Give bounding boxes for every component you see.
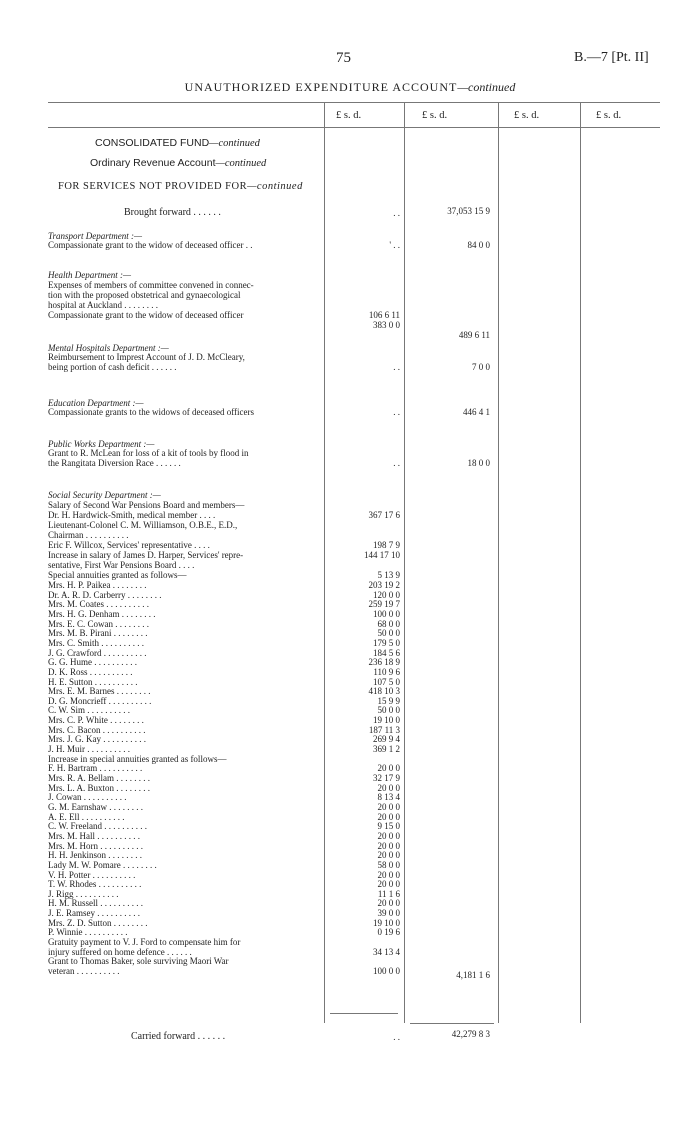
ledger-item-amount: 20 0 0 <box>377 801 400 812</box>
department-total: 18 0 0 <box>467 458 490 468</box>
ledger-item-amount: 19 10 0 <box>373 715 400 726</box>
ledger-item-amount: 236 18 9 <box>368 657 400 668</box>
page-number: 75 <box>336 50 351 66</box>
ledger-item-amount: 106 6 11 <box>368 310 400 320</box>
ledger-item-text: Compassionate grants to the widows of deceased officers <box>48 407 255 417</box>
ledger-item-text: Chairman . . . . . . . . . . <box>48 530 129 540</box>
ledger-item-amount: 50 0 0 <box>377 628 400 639</box>
ledger-item-text: Mrs. J. G. Kay . . . . . . . . . . <box>48 734 146 745</box>
department-heading: Social Security Department :— <box>48 490 161 500</box>
ledger-item-amount: 269 9 4 <box>373 734 400 745</box>
ledger-item-text: Dr. H. Hardwick-Smith, medical member . . . . <box>48 510 216 520</box>
ledger-item-amount: 11 1 6 <box>377 888 400 899</box>
carried-forward-total: 42,279 8 3 <box>451 1029 490 1039</box>
ledger-item-text: Grant to R. McLean for loss of a kit of tools by flood in <box>48 448 249 458</box>
ledger-item-amount: 198 7 9 <box>373 540 400 550</box>
ledger-item-text: F. H. Bartram . . . . . . . . . . <box>48 763 143 774</box>
ledger-item-text: Dr. A. R. D. Carberry . . . . . . . . <box>48 589 162 600</box>
ledger-item-amount: 5 13 9 <box>377 570 400 580</box>
ledger-item-amount: 259 19 7 <box>368 599 400 610</box>
ledger-item-text: Mrs. E. C. Cowan . . . . . . . . <box>48 618 149 629</box>
ledger-item-amount: 20 0 0 <box>377 850 400 861</box>
ledger-item-text: veteran . . . . . . . . . . <box>48 966 120 976</box>
ledger-item-text: Mrs. M. B. Pirani . . . . . . . . <box>48 628 148 639</box>
column-header: £ s. d. <box>514 110 540 121</box>
department-heading: Education Department :— <box>48 398 144 408</box>
ledger-item-text: Special annuities granted as follows— <box>48 570 187 580</box>
ledger-item-text: Mrs. C. P. White . . . . . . . . <box>48 715 144 726</box>
ledger-item-text: Increase in salary of James D. Harper, Services' repre- <box>48 550 244 560</box>
ledger-item-amount: 184 5 6 <box>373 647 400 658</box>
page-title: UNAUTHORIZED EXPENDITURE ACCOUNT—continued <box>184 80 516 94</box>
ledger-item-amount: 20 0 0 <box>377 782 400 793</box>
ledger-item-amount: 120 0 0 <box>373 589 400 600</box>
ledger-item-text: J. Cowan . . . . . . . . . . <box>48 792 127 803</box>
ledger-item-amount: 20 0 0 <box>377 879 400 890</box>
department-heading: Public Works Department :— <box>48 439 155 449</box>
column-header: £ s. d. <box>336 110 362 121</box>
ledger-item-text: Grant to Thomas Baker, sole surviving Maori War <box>48 956 229 967</box>
department-total: 84 0 0 <box>467 240 490 250</box>
account-heading: Ordinary Revenue Account—continued <box>90 157 267 169</box>
top-rule <box>48 102 660 103</box>
ledger-item-text: tion with the proposed obstetrical and gynaecological <box>48 290 241 300</box>
subtotal-rule <box>330 1013 398 1014</box>
header-rule <box>48 127 660 128</box>
ledger-item-amount: 58 0 0 <box>377 859 400 870</box>
ledger-item-text: C. W. Sim . . . . . . . . . . <box>48 705 131 716</box>
ledger-item-text: Lieutenant-Colonel C. M. Williamson, O.B.E., E.D., <box>48 520 238 530</box>
ledger-item-text: Salary of Second War Pensions Board and members— <box>48 500 245 510</box>
ledger-item-amount: 107 5 0 <box>373 676 400 687</box>
ledger-item-text: Mrs. H. G. Denham . . . . . . . . <box>48 608 156 619</box>
ledger-item-amount: 34 13 4 <box>373 946 400 957</box>
ledger-item-text: H. H. Jenkinson . . . . . . . . <box>48 850 142 861</box>
ledger-item-text: injury suffered on home defence . . . . . . <box>48 946 192 957</box>
ledger-item-amount: 418 10 3 <box>368 686 400 697</box>
services-heading: FOR SERVICES NOT PROVIDED FOR—continued <box>58 181 303 192</box>
department-heading: Transport Department :— <box>48 231 143 241</box>
ledger-item-text: Mrs. E. M. Barnes . . . . . . . . <box>48 686 151 697</box>
ledger-item-text: Expenses of members of committee convened in connec- <box>48 280 254 290</box>
ledger-item-amount: 0 19 6 <box>377 927 400 938</box>
ledger-item-text: Compassionate grant to the widow of deceased officer . . <box>48 240 253 250</box>
ledger-item-text: T. W. Rhodes . . . . . . . . . . <box>48 879 142 890</box>
ledger-item-text: G. G. Hume . . . . . . . . . . <box>48 657 137 668</box>
brought-forward-label: Brought forward . . . . . . <box>124 207 221 218</box>
ledger-item-text: C. W. Freeland . . . . . . . . . . <box>48 821 147 832</box>
ledger-item-text: Mrs. M. Hall . . . . . . . . . . <box>48 830 140 841</box>
ledger-item-amount: 187 11 3 <box>368 724 400 735</box>
department-heading: Health Department :— <box>48 270 131 280</box>
ledger-item-amount: 20 0 0 <box>377 830 400 841</box>
ledger-item-text: Mrs. Z. D. Sutton . . . . . . . . <box>48 917 148 928</box>
brought-forward-total: 37,053 15 9 <box>447 206 490 216</box>
ledger-item-amount: 100 0 0 <box>373 966 400 976</box>
ledger-item-amount: 144 17 10 <box>364 550 400 560</box>
ledger-item-text: sentative, First War Pensions Board . . . . <box>48 560 195 570</box>
ledger-item-amount: 179 5 0 <box>373 637 400 648</box>
department-total: 489 6 11 <box>458 330 490 340</box>
ledger-item-text: Mrs. R. A. Bellam . . . . . . . . <box>48 773 151 783</box>
ledger-item-text: Gratuity payment to V. J. Ford to compensate him for <box>48 937 241 948</box>
department-heading: Mental Hospitals Department :— <box>48 343 169 353</box>
ledger-item-text: J. G. Crawford . . . . . . . . . . <box>48 647 147 658</box>
ledger-item-text: Mrs. M. Horn . . . . . . . . . . <box>48 840 144 851</box>
department-total: 7 0 0 <box>472 362 490 372</box>
ledger-item-text: P. Winnie . . . . . . . . . . <box>48 927 128 938</box>
ledger-item-text: Compassionate grant to the widow of deceased officer <box>48 310 244 320</box>
ledger-item-text: the Rangitata Diversion Race . . . . . . <box>48 458 181 468</box>
fund-heading: CONSOLIDATED FUND—continued <box>95 137 260 149</box>
column-divider <box>580 103 581 1023</box>
ledger-item-text: G. M. Earnshaw . . . . . . . . <box>48 801 143 812</box>
ledger-item-text: Lady M. W. Pomare . . . . . . . . <box>48 859 157 870</box>
ledger-item-text: Mrs. H. P. Paikea . . . . . . . . <box>48 580 147 590</box>
ledger-item-text: Mrs. C. Smith . . . . . . . . . . <box>48 637 145 648</box>
ledger-item-amount: 15 9 9 <box>377 695 400 706</box>
carried-forward-col1: . . <box>393 1032 400 1042</box>
department-total: 4,181 1 6 <box>456 970 490 980</box>
brought-forward-col1: . . <box>393 208 400 218</box>
ledger-item-amount: ' . . <box>389 240 400 250</box>
ledger-item-text: J. E. Ramsey . . . . . . . . . . <box>48 908 140 919</box>
ledger-item-text: Eric F. Willcox, Services' representative . . . . <box>48 540 210 550</box>
ledger-item-amount: . . <box>393 407 400 417</box>
ledger-item-amount: 383 0 0 <box>373 320 400 330</box>
ledger-item-amount: 20 0 0 <box>377 869 400 880</box>
ledger-item-text: Mrs. L. A. Buxton . . . . . . . . <box>48 782 151 793</box>
ledger-item-amount: . . <box>393 362 400 372</box>
ledger-item-text: H. E. Sutton . . . . . . . . . . <box>48 676 138 687</box>
ledger-item-amount: 100 0 0 <box>373 608 400 619</box>
ledger-item-amount: 9 15 0 <box>377 821 400 832</box>
ledger-item-text: Mrs. C. Bacon . . . . . . . . . . <box>48 724 146 735</box>
ledger-item-text: V. H. Potter . . . . . . . . . . <box>48 869 136 880</box>
ledger-item-amount: 50 0 0 <box>377 705 400 716</box>
ledger-item-amount: 369 1 2 <box>373 744 400 755</box>
column-header: £ s. d. <box>596 110 622 121</box>
ledger-item-text: being portion of cash deficit . . . . . . <box>48 362 177 372</box>
column-divider <box>404 103 405 1023</box>
ledger-item-amount: 203 19 2 <box>368 580 400 590</box>
ledger-item-amount: 20 0 0 <box>377 763 400 774</box>
ledger-item-amount: 20 0 0 <box>377 898 400 909</box>
ledger-item-text: Increase in special annuities granted as follows— <box>48 753 227 764</box>
ledger-item-text: Mrs. M. Coates . . . . . . . . . . <box>48 599 149 610</box>
column-divider <box>498 103 499 1023</box>
ledger-item-amount: 20 0 0 <box>377 840 400 851</box>
ledger-item-text: D. G. Moncrieff . . . . . . . . . . <box>48 695 152 706</box>
ledger-item-text: Reimbursement to Imprest Account of J. D. McCleary, <box>48 352 245 362</box>
ledger-item-amount: 32 17 9 <box>373 773 400 783</box>
ledger-item-amount: 367 17 6 <box>368 510 400 520</box>
department-total: 446 4 1 <box>463 407 490 417</box>
ledger-item-amount: 39 0 0 <box>377 908 400 919</box>
ledger-item-amount: . . <box>393 458 400 468</box>
ledger-item-text: J. H. Muir . . . . . . . . . . <box>48 744 131 755</box>
total-rule <box>410 1023 494 1024</box>
carried-forward-label: Carried forward . . . . . . <box>131 1031 226 1042</box>
ledger-item-amount: 68 0 0 <box>377 618 400 629</box>
document-reference: B.—7 [Pt. II] <box>574 50 649 65</box>
ledger-item-amount: 8 13 4 <box>377 792 400 803</box>
ledger-item-amount: 110 9 6 <box>373 666 400 677</box>
ledger-item-text: A. E. Ell . . . . . . . . . . <box>48 811 125 822</box>
ledger-item-text: J. Rigg . . . . . . . . . . <box>48 888 119 899</box>
column-header: £ s. d. <box>422 110 448 121</box>
ledger-item-amount: 19 10 0 <box>373 917 400 928</box>
ledger-item-text: H. M. Russell . . . . . . . . . . <box>48 898 144 909</box>
ledger-item-text: hospital at Auckland . . . . . . . . <box>48 300 158 310</box>
ledger-item-text: D. K. Ross . . . . . . . . . . <box>48 666 133 677</box>
column-divider <box>324 103 325 1023</box>
ledger-item-amount: 20 0 0 <box>377 811 400 822</box>
